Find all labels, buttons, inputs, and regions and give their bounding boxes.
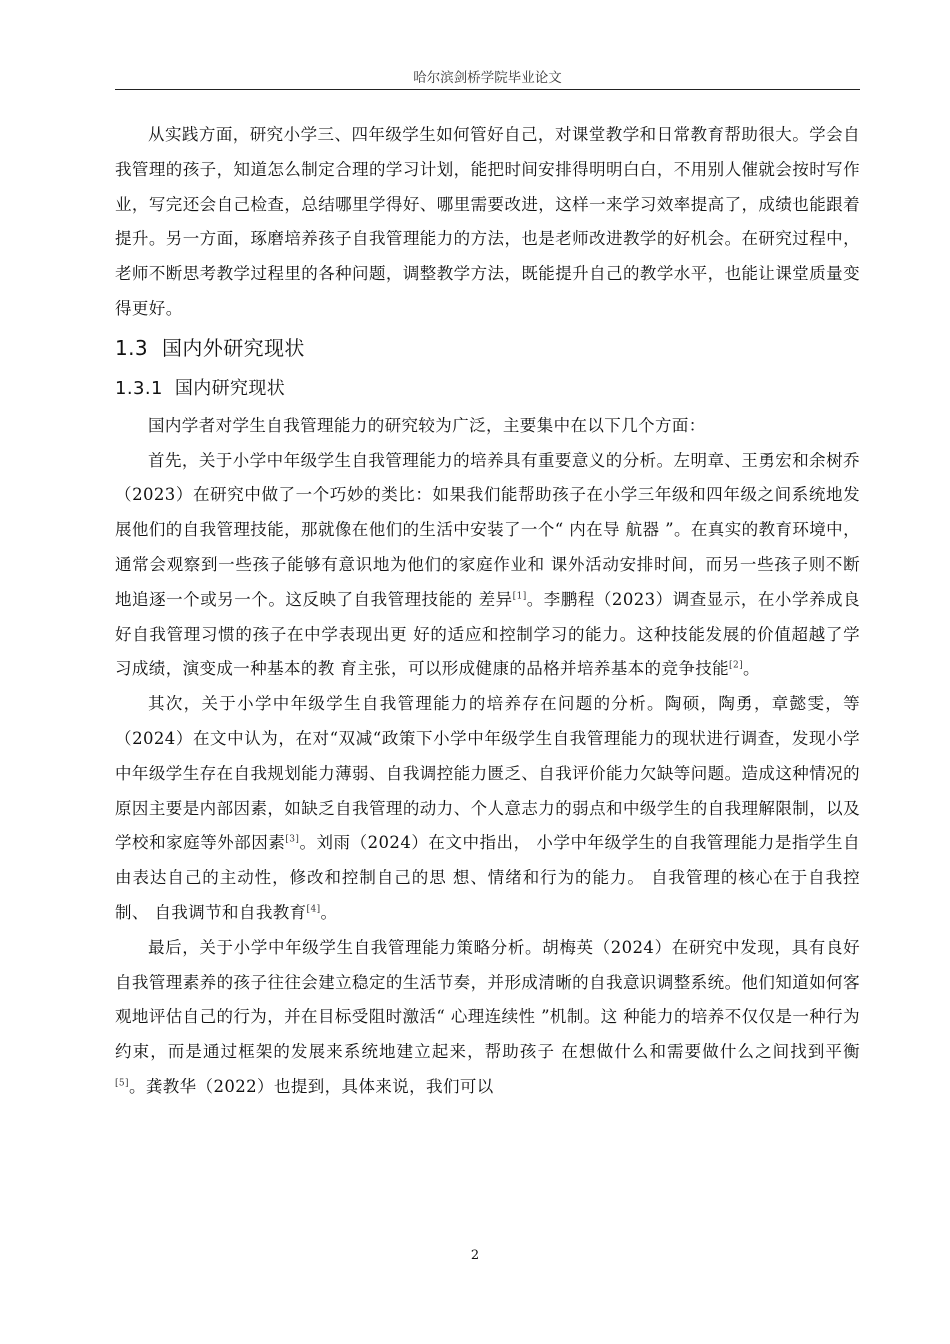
citation-2: [2] [729,660,743,671]
paragraph-intro: 国内学者对学生自我管理能力的研究较为广泛，主要集中在以下几个方面： [148,415,706,435]
body-text [115,118,860,1105]
paragraph-practice: 从实践方面，研究小学三、四年级学生如何管好自己，对课堂教学和日常教育帮助很大。学会自我管理的孩子，知道怎么制定合理的学习计划，能把时间安排得明明白白，不用别人催就会按时写作业，写完还会自己检查，总结哪里学得好、哪里需要改进，这样一来学习效率提高了，成绩也能跟着提升。另一方面，琢磨培养孩子自我管理能力的方法，也是老师改进教学的好机会。在研究过程中，老师不断思考教学过程里的各种问题，调整教学方法，既能提升自己的教学水平，也能让课堂质量变得更好。 [115,125,860,318]
text-segment: 首先，关于小学中年级学生自我管理能力的培养具有重要意义的分析。左明章、王勇宏和余树乔（2023）在研究中做了一个巧妙的类比：如果我们能帮助孩子在小学三年级和四年级之间系统地发展他们的自我管理技能，那就像在他们的生活中安装了一个“ 内在导 航器 ”。在真实的教育环境中，通常会观察到一些孩子能够有意识地为他们的家庭作业和 课外活动安排时间，而另一些孩子则不断地追逐一个或另一个。这反映了自我管理技能的 差异 [115,450,860,609]
citation-4: [4] [306,904,321,915]
citation-3: [3] [285,834,300,845]
text-segment: 。 [743,659,760,679]
subsection-heading [115,373,860,405]
running-header: 哈尔滨剑桥学院毕业论文 [413,70,562,86]
subsection-number: 1.3.1 [115,377,163,399]
text-segment: 。李鹏程（2023）调查显示，在小学养成良好自我管理习惯的孩子在中学表现出更 好的适应和控制学习的能力。这种技能发展的价值超越了学习成绩，演变成一种基本的教 育主张，可以形成健康的品格并培养基本的竞争技能 [115,589,860,679]
text-segment: 。龚教华（2022）也提到，具体来说，我们可以 [128,1076,494,1096]
section-number: 1.3 [115,335,149,360]
paragraph-significance [115,444,860,688]
section-title: 国内外研究现状 [162,335,305,360]
citation-1: [1] [512,591,527,602]
citation-5: [5] [115,1078,129,1089]
text-segment: 。刘雨（2024）在文中指出， 小学中年级学生的自我管理能力是指学生自由表达自己的主动性，修改和控制自己的思 想、情绪和行为的能力。 自我管理的核心在于自我控制、 自我调节和自我教育 [115,833,860,922]
paragraph-problems [115,687,860,931]
text-segment: 其次，关于小学中年级学生自我管理能力的培养存在问题的分析。陶硕，陶勇，章懿雯，等（2024）在文中认为，在对“双减“政策下小学中年级学生自我管理能力的现状进行调查，发现小学中年级学生存在自我规划能力薄弱、自我调控能力匮乏、自我评价能力欠缺等问题。造成这种情况的原因主要是内部因素，如缺乏自我管理的动力、个人意志力的弱点和中级学生的自我理解限制，以及学校和家庭等外部因素 [115,694,860,853]
section-heading [115,331,860,365]
page-number: 2 [470,1248,480,1263]
text-segment: 最后，关于小学中年级学生自我管理能力策略分析。胡梅英（2024）在研究中发现，具有良好自我管理素养的孩子往往会建立稳定的生活节奏，并形成清晰的自我意识调整系统。他们知道如何客观地评估自己的行为，并在目标受阻时激活“ 心理连续性 ”机制。这 种能力的培养不仅仅是一种行为约束，而是通过框架的发展来系统地建立起来，帮助孩子 在想做什么和需要做什么之间找到平衡 [115,937,860,1062]
header-rule [115,89,860,90]
paragraph-strategies [115,931,860,1105]
text-segment: 。 [320,902,338,922]
subsection-title: 国内研究现状 [174,377,286,399]
